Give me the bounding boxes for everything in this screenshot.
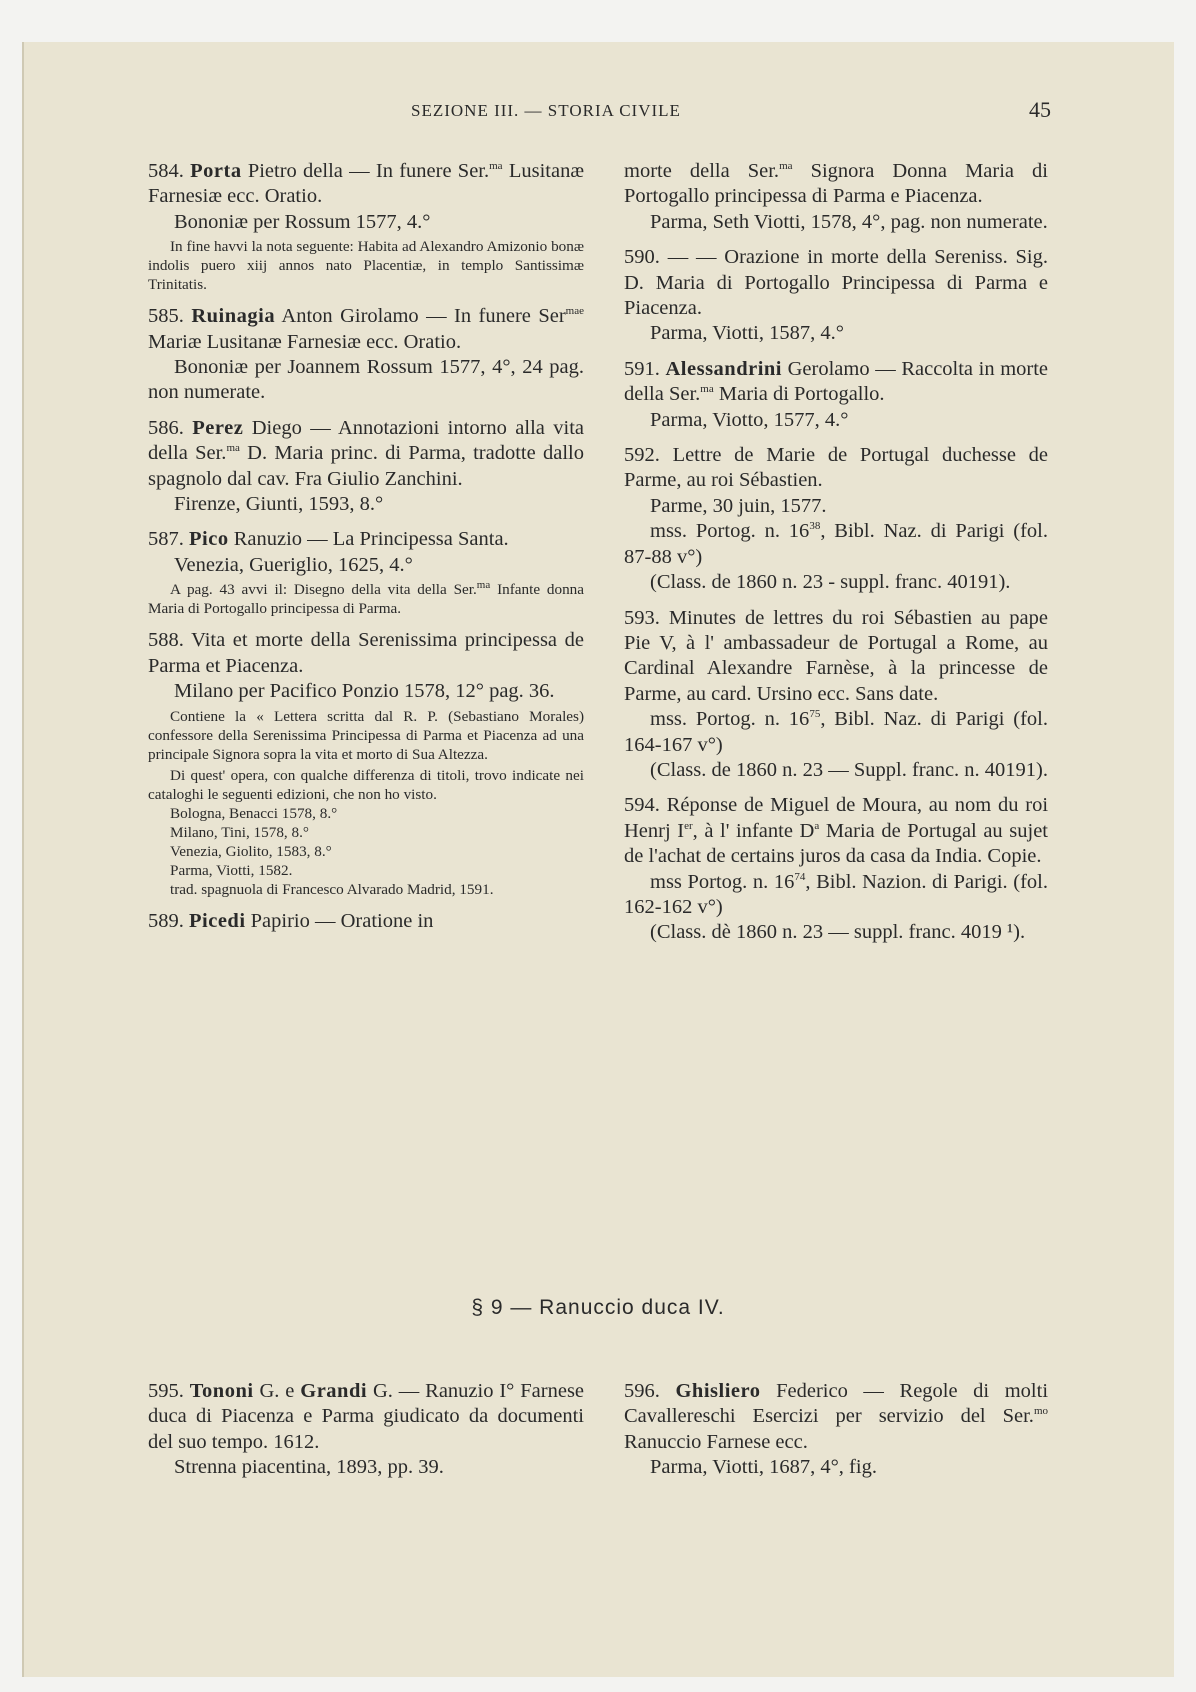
entry-596 — [624, 1379, 1048, 1481]
entry-imprint: Parma, Seth Viotti, 1578, 4°, pag. non numerate. — [650, 210, 1048, 233]
entry-591 — [624, 357, 1048, 433]
classification: (Class. de 1860 n. 23 - suppl. franc. 40191). — [650, 571, 1011, 594]
superscript: a — [814, 819, 820, 832]
entry-imprint: Firenze, Giunti, 1593, 8.° — [174, 493, 384, 516]
running-title: SEZIONE III. — STORIA CIVILE — [411, 101, 681, 120]
classification: (Class. dè 1860 n. 23 — suppl. franc. 4019 ¹). — [650, 921, 1026, 944]
entry-imprint: Parma, Viotti, 1587, 4.° — [650, 322, 844, 345]
manuscript-ref — [624, 870, 1048, 921]
entry-title-cont: Maria de Portugal au sujet de l'achat de certains juros da casa da India. Copie. — [624, 819, 1048, 868]
entry-title: Anton Girolamo — In funere Ser — [281, 305, 566, 328]
bottom-left-column — [148, 1379, 584, 1491]
superscript: 38 — [809, 520, 821, 533]
note-text: A pag. 43 avvi il: Disegno della vita della Ser. — [170, 581, 477, 599]
entry-585 — [148, 304, 584, 406]
entry-author: Alessandrini — [665, 357, 782, 380]
manuscript-shelfmark: mss. Portog. n. 16 — [650, 708, 810, 731]
entry-author: Ruinagia — [191, 305, 276, 328]
edition-line: Milano, Tini, 1578, 8.° — [170, 823, 309, 841]
entry-number: 595. — [148, 1380, 184, 1402]
superscript: mo — [1033, 1405, 1048, 1418]
superscript: 75 — [809, 708, 821, 721]
entry-number: 596. — [624, 1380, 660, 1402]
entry-title: Papirio — Oratione in — [250, 909, 434, 932]
entry-author-join: G. e — [259, 1380, 295, 1402]
entry-593 — [624, 606, 1048, 784]
entry-number: 586. — [148, 416, 184, 439]
entry-author: Porta — [190, 160, 242, 182]
entry-note: In fine havvi la nota seguente: Habita ad Alexandro Amizonio bonæ indolis puero xiij annos nato Placentiæ, in templo Santissimæ Trinitatis. — [148, 238, 584, 294]
entry-title: morte della Ser. — [624, 160, 780, 182]
page-number: 45 — [1029, 97, 1051, 122]
entry-title-cont: , à l' infante D — [692, 819, 815, 842]
manuscript-shelfmark: mss. Portog. n. 16 — [650, 520, 810, 543]
edition-line: Venezia, Giolito, 1583, 8.° — [170, 842, 332, 860]
entry-590 — [624, 245, 1048, 347]
entry-number: 594. — [624, 794, 660, 817]
entry-592 — [624, 443, 1048, 595]
entry-title: Lettre de Marie de Portugal duchesse de Parme, au roi Sébastien. — [624, 444, 1049, 492]
entry-title: Ranuzio — La Principessa Santa. — [233, 528, 509, 551]
entry-title: — — Orazione in morte della Sereniss. Sig. D. Maria di Portogallo Principessa di Parma e Piacenza. — [624, 246, 1048, 320]
entry-imprint: Parme, 30 juin, 1577. — [650, 494, 827, 517]
entry-title: G. — Ranuzio I° Farnese duca di Piacenza e Parma giudicato da documenti del suo tempo. 1612. — [148, 1380, 585, 1453]
entry-author: Perez — [192, 416, 244, 439]
manuscript-ref — [624, 707, 1048, 758]
superscript: ma — [489, 160, 503, 173]
entry-number: 593. — [624, 606, 660, 629]
entry-title-cont: Ranuccio Farnese ecc. — [624, 1430, 808, 1453]
entry-589-continued — [624, 159, 1048, 235]
entry-note — [148, 580, 584, 618]
superscript: mae — [565, 305, 584, 318]
manuscript-location: , Bibl. Nazion. di Parigi. (fol. 162-162 v°) — [624, 870, 1049, 918]
entry-imprint: Venezia, Gueriglio, 1625, 4.° — [174, 553, 413, 576]
entry-number: 590. — [624, 246, 660, 269]
entry-number: 585. — [148, 305, 184, 328]
entry-imprint: Milano per Pacifico Ponzio 1578, 12° pag. 36. — [174, 680, 555, 703]
entry-title: Réponse de Miguel de Moura, au nom du roi Henrj I — [624, 794, 1049, 842]
entry-584 — [148, 159, 584, 294]
entry-imprint: Strenna piacentina, 1893, pp. 39. — [174, 1456, 444, 1479]
entry-number: 589. — [148, 909, 184, 932]
entry-588 — [148, 628, 584, 898]
entry-number: 588. — [148, 629, 184, 652]
superscript: ma — [226, 442, 240, 455]
superscript: er — [684, 819, 693, 832]
bottom-right-column — [624, 1379, 1048, 1491]
entry-title-cont: Signora Donna Maria di Portogallo principessa di Parma e Piacenza. — [624, 160, 1048, 208]
entry-author: Picedi — [189, 909, 246, 932]
entry-title: Vita et morte della Serenissima principessa de Parma et Piacenza. — [148, 629, 584, 677]
entry-imprint: Parma, Viotti, 1687, 4°, fig. — [650, 1456, 877, 1479]
manuscript-location: , Bibl. Naz. di Parigi (fol. 164-167 v°) — [624, 708, 1048, 756]
note-text-cont: Infante donna Maria di Portogallo principessa di Parma. — [148, 581, 584, 618]
entry-title: Federico — Regole di molti Cavallereschi Esercizi per servizio del Ser. — [624, 1380, 1049, 1428]
entry-title: Gerolamo — Raccolta in morte della Ser. — [624, 357, 1049, 406]
entry-author: Tononi — [189, 1380, 254, 1402]
superscript: ma — [700, 383, 714, 396]
entry-note: Di quest' opera, con qualche differenza di titoli, trovo indicate nei cataloghi le seguenti edizioni, che non ho visto. — [148, 766, 584, 803]
entry-number: 591. — [624, 357, 660, 380]
edition-line: Parma, Viotti, 1582. — [170, 861, 293, 879]
entry-number: 587. — [148, 528, 184, 551]
left-column — [148, 159, 584, 944]
entry-587 — [148, 527, 584, 618]
superscript: 74 — [794, 870, 806, 883]
superscript: ma — [476, 579, 491, 592]
edition-line: trad. spagnuola di Francesco Alvarado Madrid, 1591. — [170, 880, 494, 898]
entry-author: Ghisliero — [675, 1380, 761, 1402]
entry-title: Pietro della — In funere Ser. — [247, 160, 490, 182]
manuscript-shelfmark: mss Portog. n. 16 — [650, 870, 795, 893]
entry-594 — [624, 793, 1048, 945]
entry-title-cont: Lusitanæ Farnesiæ ecc. Oratio. — [148, 160, 584, 208]
entry-imprint: Bononiæ per Joannem Rossum 1577, 4°, 24 pag. non numerate. — [148, 356, 584, 404]
entry-number: 584. — [148, 160, 184, 182]
entry-note: Contiene la « Lettera scritta dal R. P. (Sebastiano Morales) confessore della Serenissima Principessa di Parma et Piacenza ad una principale Signora sopra la vita et morto di Sua Altezza. — [148, 707, 584, 763]
entry-imprint: Bononiæ per Rossum 1577, 4.° — [174, 210, 431, 233]
entry-author: Pico — [189, 528, 229, 551]
entry-title: Minutes de lettres du roi Sébastien au pape Pie V, à l' ambassadeur de Portugal a Rome, au Cardinal Alexandre Farnèse, à la princesse de Parme, au card. Ursino ecc. Sans date. — [624, 606, 1048, 705]
entry-586 — [148, 416, 584, 518]
manuscript-ref — [624, 519, 1048, 570]
entry-title-cont: D. Maria princ. di Parma, tradotte dallo spagnolo dal cav. Fra Giulio Zanchini. — [148, 442, 584, 490]
entry-title-cont: Maria di Portogallo. — [718, 383, 885, 406]
entry-title: Diego — Annotazioni intorno alla vita della Ser. — [148, 416, 585, 465]
right-column — [624, 159, 1048, 956]
classification: (Class. de 1860 n. 23 — Suppl. franc. n. 40191). — [650, 758, 1048, 781]
entry-589 — [148, 909, 584, 934]
manuscript-location: , Bibl. Naz. di Parigi (fol. 87-88 v°) — [624, 520, 1048, 568]
entry-author-second: Grandi — [300, 1380, 368, 1402]
entry-number: 592. — [624, 444, 660, 467]
entry-imprint: Parma, Viotto, 1577, 4.° — [650, 408, 849, 431]
edition-line: Bologna, Benacci 1578, 8.° — [170, 804, 338, 822]
entry-title-cont: Mariæ Lusitanæ Farnesiæ ecc. Oratio. — [148, 330, 462, 353]
superscript: ma — [779, 160, 793, 173]
section-heading: § 9 — Ranuccio duca IV. — [471, 1296, 725, 1319]
entry-595 — [148, 1379, 584, 1481]
running-header — [411, 97, 1051, 125]
